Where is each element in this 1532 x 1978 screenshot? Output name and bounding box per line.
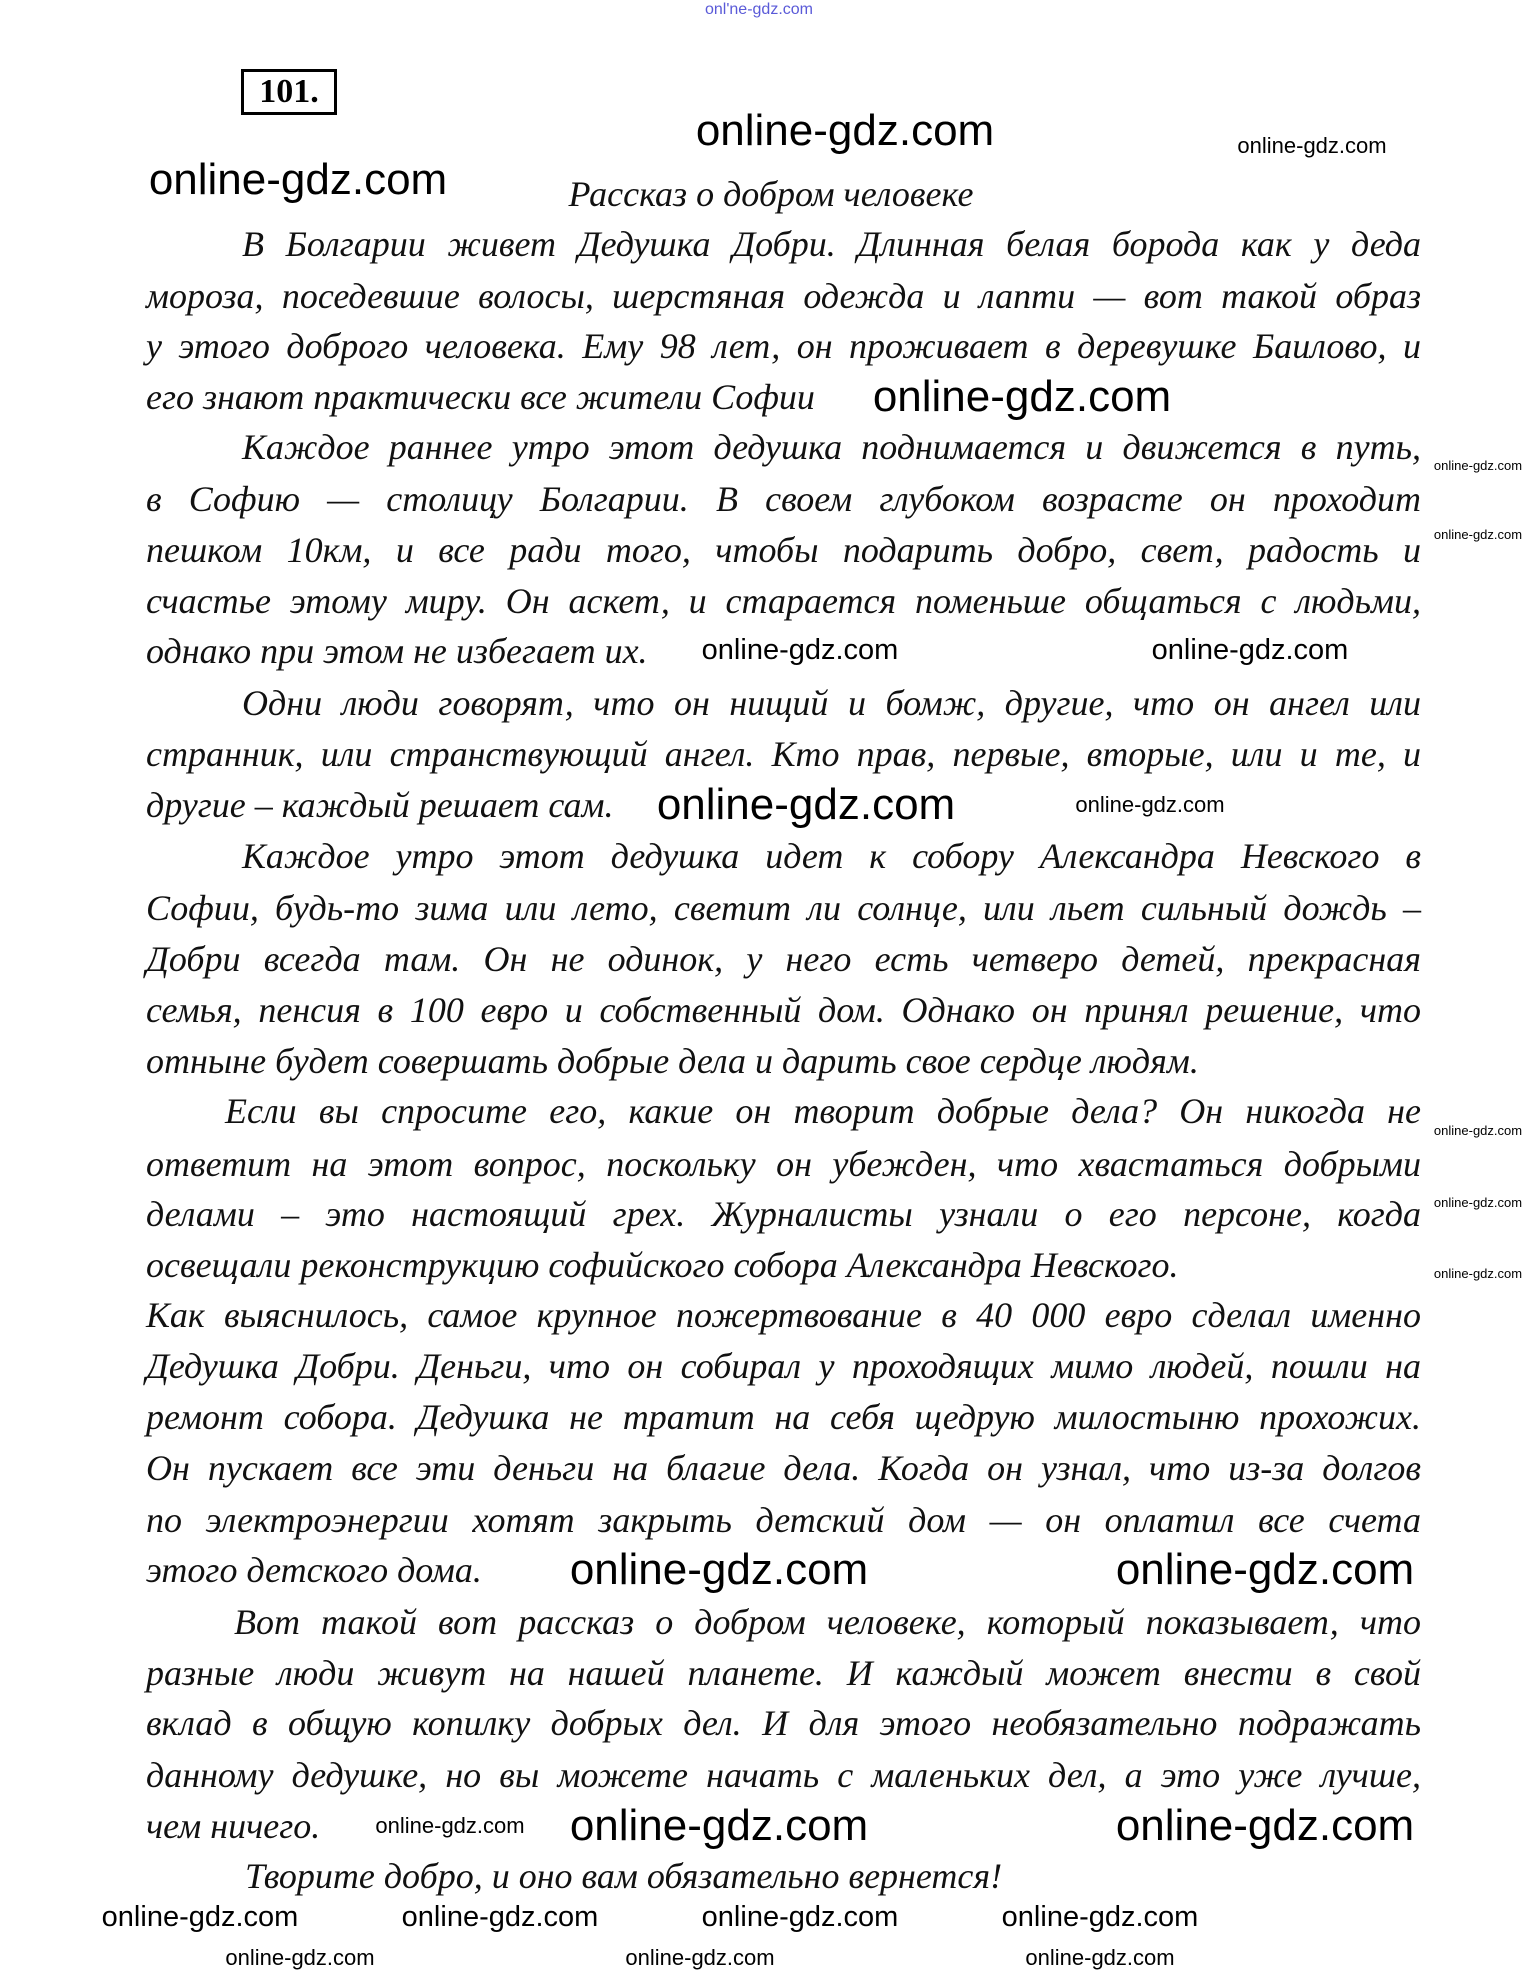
watermark: online-gdz.com: [1025, 1944, 1175, 1970]
watermark: online-gdz.com: [375, 1812, 525, 1838]
watermark: online-gdz.com: [225, 1944, 375, 1970]
text-line: Добри всегда там. Он не одинок, у него есть четверо детей, прекрасная: [146, 939, 1421, 979]
watermark: online-gdz.com: [872, 371, 1172, 421]
watermark: online-gdz.com: [701, 634, 899, 667]
text-line: Дедушка Добри. Деньги, что он собирал у проходящих мимо людей, пошли на: [146, 1346, 1421, 1386]
text-line: вклад в общую копилку добрых дел. И для этого необязательно подражать: [146, 1703, 1421, 1743]
text-line: Одни люди говорят, что он нищий и бомж, другие, что он ангел или: [242, 683, 1421, 723]
watermark: online-gdz.com: [569, 1800, 869, 1850]
text-line: его знают практически все жители Софии: [146, 377, 815, 417]
watermark: online-gdz.com: [625, 1944, 775, 1970]
watermark: online-gdz.com: [656, 779, 956, 829]
watermark: online-gdz.com: [1433, 1194, 1523, 1210]
text-line: ремонт собора. Дедушка не тратит на себя щедрую милостыню прохожих.: [146, 1397, 1421, 1437]
text-line: делами – это настоящий грех. Журналисты узнали о его персоне, когда: [146, 1194, 1421, 1234]
text-line: Каждое раннее утро этот дедушка поднимается и движется в путь,: [242, 427, 1421, 467]
text-line: этого детского дома.: [146, 1550, 482, 1590]
watermark: online-gdz.com: [695, 105, 995, 155]
text-line: освещали реконструкцию софийского собора Александра Невского.: [146, 1245, 1179, 1285]
watermark: online-gdz.com: [1237, 132, 1387, 158]
watermark: online-gdz.com: [101, 1901, 299, 1934]
text-line: пешком 10км, и все ради того, чтобы подарить добро, свет, радость и: [146, 530, 1421, 570]
text-line: Как выяснилось, самое крупное пожертвование в 40 000 евро сделал именно: [146, 1295, 1421, 1335]
watermark: online-gdz.com: [1433, 1265, 1523, 1281]
text-line: Софии, будь-то зима или лето, светит ли солнце, или льет сильный дождь –: [146, 888, 1421, 928]
text-line: Каждое утро этот дедушка идет к собору Александра Невского в: [242, 836, 1421, 876]
text-line: странник, или странствующий ангел. Кто прав, первые, вторые, или и те, и: [146, 734, 1421, 774]
exercise-number: 101.: [241, 69, 337, 115]
text-line: Если вы спросите его, какие он творит добрые дела? Он никогда не: [225, 1091, 1421, 1131]
text-line: разные люди живут на нашей планете. И каждый может внести в свой: [146, 1653, 1421, 1693]
watermark: online-gdz.com: [401, 1901, 599, 1934]
watermark: online-gdz.com: [1433, 526, 1523, 542]
text-line: В Болгарии живет Дедушка Добри. Длинная белая борода как у деда: [242, 224, 1421, 264]
text-line: в Софию — столицу Болгарии. В своем глубоком возрасте он проходит: [146, 479, 1421, 519]
watermark: online-gdz.com: [1151, 634, 1349, 667]
text-line: семья, пенсия в 100 евро и собственный дом. Однако он принял решение, что: [146, 990, 1421, 1030]
text-line: Он пускает все эти деньги на благие дела. Когда он узнал, что из-за долгов: [146, 1448, 1421, 1488]
watermark: online-gdz.com: [1115, 1544, 1415, 1594]
text-line: чем ничего.: [146, 1806, 321, 1846]
story-title: Рассказ о добром человеке: [568, 174, 974, 214]
text-line: Вот такой вот рассказ о добром человеке, который показывает, что: [234, 1602, 1421, 1642]
text-line: однако при этом не избегает их.: [146, 631, 648, 671]
watermark: online-gdz.com: [1433, 1122, 1523, 1138]
watermark: online-gdz.com: [1001, 1901, 1199, 1934]
watermark: onl'ne-gdz.com: [705, 1, 813, 19]
text-line: по электроэнергии хотят закрыть детский дом — он оплатил все счета: [146, 1500, 1421, 1540]
watermark: online-gdz.com: [701, 1901, 899, 1934]
text-line: отныне будет совершать добрые дела и дарить свое сердце людям.: [146, 1041, 1199, 1081]
watermark: online-gdz.com: [1433, 457, 1523, 473]
text-line: данному дедушке, но вы можете начать с маленьких дел, а это уже лучше,: [146, 1755, 1421, 1795]
watermark: online-gdz.com: [569, 1544, 869, 1594]
text-line: Творите добро, и оно вам обязательно вернется!: [245, 1856, 1003, 1896]
watermark: online-gdz.com: [1075, 791, 1225, 817]
watermark: online-gdz.com: [148, 154, 448, 204]
text-line: ответит на этот вопрос, поскольку он убежден, что хвастаться добрыми: [146, 1144, 1421, 1184]
watermark: online-gdz.com: [1115, 1800, 1415, 1850]
text-line: у этого доброго человека. Ему 98 лет, он проживает в деревушке Баилово, и: [146, 326, 1421, 366]
text-line: счастье этому миру. Он аскет, и старается поменьше общаться с людьми,: [146, 581, 1421, 621]
text-line: мороза, поседевшие волосы, шерстяная одежда и лапти — вот такой образ: [146, 276, 1421, 316]
text-line: другие – каждый решает сам.: [146, 785, 614, 825]
